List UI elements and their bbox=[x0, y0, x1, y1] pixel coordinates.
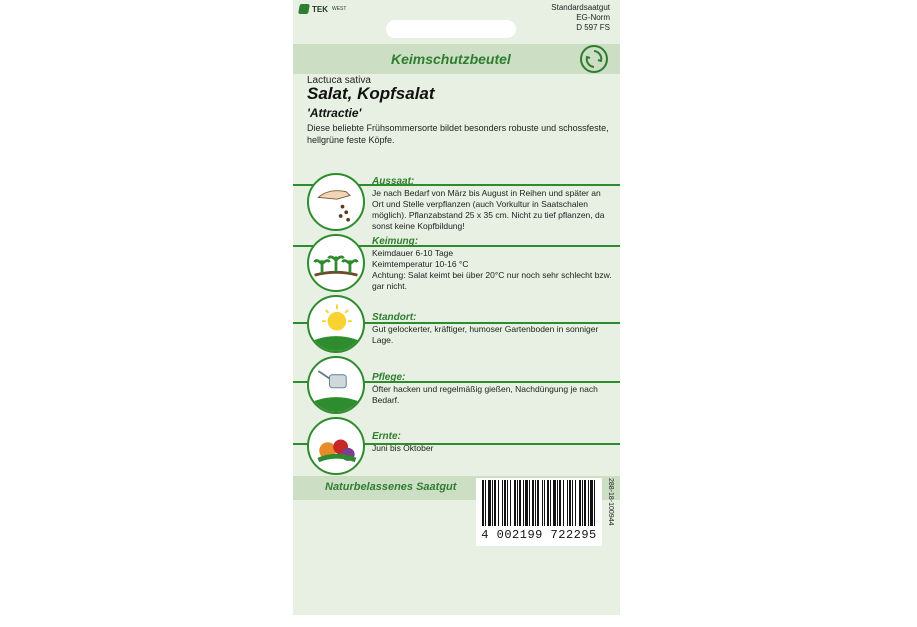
barcode-bar bbox=[504, 480, 506, 526]
barcode-bar bbox=[507, 480, 508, 526]
barcode-bar bbox=[510, 480, 511, 526]
barcode-bar bbox=[584, 480, 586, 526]
barcode-bar bbox=[553, 480, 556, 526]
section-text: Öfter hacken und regelmäßig gießen, Nachdüngung je nach Bedarf. bbox=[372, 384, 598, 405]
barcode-bar bbox=[535, 480, 536, 526]
recycle-icon bbox=[580, 45, 608, 73]
section-title: Standort: bbox=[372, 312, 417, 323]
barcode-bar bbox=[557, 480, 558, 526]
standard-line: EG-Norm bbox=[576, 13, 610, 22]
section-title: Pflege: bbox=[372, 372, 406, 383]
barcode-bar bbox=[514, 480, 516, 526]
seed-packet-back bbox=[293, 0, 620, 615]
barcode-bar bbox=[569, 480, 571, 526]
brand-suffix: WEST bbox=[332, 6, 347, 12]
barcode-bar bbox=[532, 480, 534, 526]
section-text: Juni bis Oktober bbox=[372, 443, 434, 453]
barcode-bar bbox=[579, 480, 581, 526]
barcode-bar bbox=[517, 480, 518, 526]
article-number-text: 288-18-100944 bbox=[607, 478, 614, 526]
barcode-bar bbox=[567, 480, 568, 526]
standard-line: D 597 FS bbox=[576, 23, 610, 32]
section-title: Aussaat: bbox=[372, 176, 415, 187]
botanical-name: Lactuca sativa bbox=[307, 75, 371, 86]
standard-line: Standardsaatgut bbox=[551, 3, 610, 12]
section-title: Keimung: bbox=[372, 236, 419, 247]
barcode-bar bbox=[492, 480, 493, 526]
brand-logo bbox=[299, 4, 346, 14]
banner-label: Keimschutzbeutel bbox=[391, 51, 511, 67]
barcode-bar bbox=[572, 480, 573, 526]
section-text: Je nach Bedarf von März bis August in Reihen und später an Ort und Stelle verpflanzen (auch Vorkultur in Saatschalen möglich). Pflanzabstand 25 x 35 cm. Nicht zu tief pflanzen, da sonst keine Kopfbildung! bbox=[372, 188, 605, 231]
barcode-number: 4 002199 722295 bbox=[481, 528, 597, 542]
barcode-bar bbox=[494, 480, 496, 526]
banner bbox=[293, 44, 620, 74]
seedlings-icon bbox=[307, 234, 365, 292]
barcode bbox=[476, 478, 602, 546]
barcode-bar bbox=[488, 480, 491, 526]
barcode-bar bbox=[498, 480, 499, 526]
barcode-bar bbox=[542, 480, 543, 526]
barcode-bar bbox=[559, 480, 561, 526]
barcode-bar bbox=[594, 480, 595, 526]
barcode-bar bbox=[590, 480, 593, 526]
product-description: Diese beliebte Frühsommersorte bildet besonders robuste und schossfeste, hellgrüne feste Köpfe. bbox=[307, 123, 609, 145]
standard-info bbox=[551, 3, 610, 33]
barcode-bar bbox=[582, 480, 583, 526]
section-text: Gut gelockerter, kräftiger, humoser Gartenboden in sonniger Lage. bbox=[372, 324, 599, 345]
sun-icon bbox=[307, 295, 365, 353]
barcode-bar bbox=[485, 480, 486, 526]
sowing-hand-icon bbox=[307, 173, 365, 231]
barcode-bar bbox=[523, 480, 524, 526]
hanging-slot bbox=[386, 20, 516, 38]
barcode-bar bbox=[588, 480, 589, 526]
barcode-bar bbox=[482, 480, 484, 526]
barcode-bar bbox=[544, 480, 545, 526]
section-text: Keimdauer 6-10 Tage Keimtemperatur 10-16 °C Achtung: Salat keimt bei über 20°C nur noch sehr schlecht bzw. gar nicht. bbox=[372, 248, 612, 291]
barcode-bar bbox=[550, 480, 551, 526]
article-number bbox=[604, 478, 616, 558]
barcode-bar bbox=[563, 480, 564, 526]
variety-name: 'Attractie' bbox=[307, 106, 362, 120]
barcode-bar bbox=[519, 480, 521, 526]
barcode-bar bbox=[502, 480, 503, 526]
watering-can-icon bbox=[307, 356, 365, 414]
product-title: Salat, Kopfsalat bbox=[307, 84, 435, 103]
barcode-bars bbox=[476, 480, 602, 528]
barcode-bar bbox=[575, 480, 576, 526]
barcode-bar bbox=[547, 480, 549, 526]
barcode-bar bbox=[525, 480, 528, 526]
leaf-logo-icon bbox=[298, 4, 310, 14]
barcode-bar bbox=[537, 480, 539, 526]
barcode-bar bbox=[529, 480, 530, 526]
brand-name: TEK bbox=[312, 4, 328, 14]
section-title: Ernte: bbox=[372, 431, 401, 442]
vegetables-icon bbox=[307, 417, 365, 475]
footer-label: Naturbelassenes Saatgut bbox=[325, 481, 457, 493]
